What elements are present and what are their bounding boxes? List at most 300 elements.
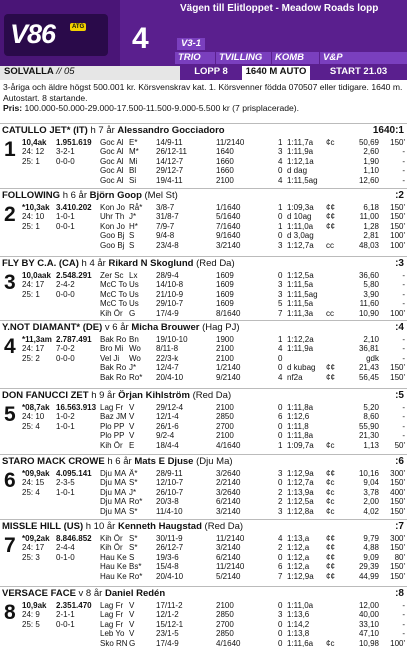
driver-name: Kenneth Haugstad <box>117 521 202 532</box>
start-date: 29/10-7 <box>156 299 184 309</box>
horse-stats <box>22 534 92 562</box>
start-distance: 3/2140 <box>216 506 241 516</box>
stat-label: 24: 10 <box>22 412 45 422</box>
horse-info: h 7 år <box>90 125 115 136</box>
start-date: 17/4-9 <box>156 308 179 318</box>
start-number: 1 <box>4 138 16 161</box>
horse-name: VERSACE FACE <box>2 588 76 599</box>
start-track: Hau Ke <box>100 552 127 562</box>
start-distance: 3/2640 <box>216 469 241 478</box>
start-place: 0 <box>278 552 283 562</box>
start-date: 7/9-7 <box>156 221 175 231</box>
start-distance: 6/2140 <box>216 552 241 562</box>
horse-header <box>2 125 225 136</box>
start-odds: 55,90 <box>358 421 379 431</box>
v86-logo <box>4 14 108 56</box>
start-date: 20/3-8 <box>156 497 179 507</box>
start-prize: 150' <box>390 138 405 147</box>
stat-row <box>22 271 92 280</box>
start-distance: 1609 <box>216 271 234 280</box>
stat-label: 25: 5 <box>22 619 40 629</box>
race-conditions <box>3 82 405 114</box>
start-odds: 21,30 <box>358 431 379 441</box>
start-date: 14/10-8 <box>156 280 184 290</box>
start-track: Dju MA <box>100 497 127 507</box>
start-time: d 10ag <box>287 212 312 222</box>
start-date: 12/4-7 <box>156 363 179 373</box>
start-shoes: ¢¢ <box>326 534 335 543</box>
start-track: Kon Jo <box>100 203 125 212</box>
stat-label: 25: 1 <box>22 289 40 299</box>
start-track: Hau Ke <box>100 562 127 572</box>
stat-row <box>22 610 92 619</box>
start-driver: V <box>129 601 135 610</box>
start-odds: 8,60 <box>363 412 379 422</box>
stat-value: 2.351.470 <box>56 601 92 610</box>
start-driver: Wo <box>129 353 141 363</box>
stat-value: 3-2-1 <box>56 147 75 157</box>
start-date: 28/9-11 <box>156 469 183 478</box>
start-prize: - <box>402 344 405 354</box>
trainer-code: (Red Da) <box>204 521 244 532</box>
logo-text: V86 <box>10 19 56 49</box>
horse-block <box>0 388 407 454</box>
horse-stats <box>22 203 92 231</box>
start-place: 4 <box>278 372 283 382</box>
start-odds: 5,20 <box>363 403 379 412</box>
stat-label: 25: 3 <box>22 552 40 562</box>
stat-value: 0-0-0 <box>56 289 75 299</box>
start-prize: 150' <box>390 372 405 382</box>
start-place: 0 <box>278 363 283 373</box>
start-time: d 3,0ag <box>287 231 314 241</box>
start-shoes: ¢c <box>326 478 335 488</box>
start-odds: 47,10 <box>358 629 379 639</box>
start-prize: - <box>402 289 405 299</box>
start-driver: Lx <box>129 271 138 280</box>
start-odds: 29,39 <box>358 562 379 572</box>
start-shoes: ¢¢ <box>326 203 335 212</box>
horse-stats <box>22 601 92 629</box>
start-distance: 2100 <box>216 353 234 363</box>
horse-name: STARO MACK CROWE <box>2 456 105 467</box>
start-place: 6 <box>278 412 283 422</box>
stat-row <box>22 534 92 543</box>
start-driver: Bn <box>129 335 139 344</box>
horse-block <box>0 519 407 586</box>
game-trio: TRIO <box>175 52 215 64</box>
start-shoes: ¢¢ <box>326 571 335 581</box>
start-odds: 1,10 <box>363 166 379 176</box>
start-place: 0 <box>278 619 283 629</box>
start-time: 1:11,0a <box>287 221 314 231</box>
start-prize: - <box>402 156 405 166</box>
start-date: 9/4-8 <box>156 231 175 241</box>
start-driver: M* <box>129 147 139 157</box>
start-date: 17/4-9 <box>156 638 179 648</box>
start-track: Bak Ro <box>100 363 127 373</box>
start-driver: J* <box>129 363 137 373</box>
start-driver: J* <box>129 487 137 497</box>
start-distance: 1660 <box>216 156 234 166</box>
atg-badge: ATG <box>72 24 85 30</box>
start-odds: 6,18 <box>363 203 379 212</box>
start-place: 7 <box>278 571 283 581</box>
start-place: 0 <box>278 403 283 412</box>
start-date: 26/12-7 <box>156 543 184 553</box>
stat-label: *08,7ak <box>22 403 50 412</box>
start-distance: 2100 <box>216 403 234 412</box>
start-prize: 300' <box>390 469 405 478</box>
start-number: 3 <box>4 271 16 294</box>
start-track: Goc Al <box>100 147 124 157</box>
start-track: Uhr Th <box>100 212 125 222</box>
start-odds: 56,45 <box>358 372 379 382</box>
start-distance: 2100 <box>216 601 234 610</box>
start-place: 4 <box>278 175 283 185</box>
start-time: 1:11,0a <box>287 601 314 610</box>
stat-value: 1-0-1 <box>56 212 75 222</box>
start-odds: 12,60 <box>358 175 379 185</box>
stat-value: 1-0-1 <box>56 421 75 431</box>
start-driver: Ro* <box>129 571 143 581</box>
start-distance: 2700 <box>216 619 234 629</box>
start-date: 23/1-5 <box>156 629 179 639</box>
start-track: Goc Al <box>100 156 124 166</box>
horse-name: MISSLE HILL (US) <box>2 521 84 532</box>
horse-block <box>0 320 407 388</box>
start-prize: 150' <box>390 363 405 373</box>
start-place: 3 <box>278 506 283 516</box>
stat-value: 0-0-0 <box>56 156 75 166</box>
start-shoes: ¢¢ <box>326 212 335 222</box>
stat-value: 0-0-1 <box>56 619 75 629</box>
stat-label: 24: 17 <box>22 280 45 290</box>
start-distance: 2850 <box>216 412 234 422</box>
start-time: 1:13,6 <box>287 610 310 620</box>
start-time: 1:12,a <box>287 543 310 553</box>
horse-header <box>2 322 240 333</box>
start-track: Kih Ör <box>100 308 123 318</box>
start-odds: 2,10 <box>363 335 379 344</box>
stat-value: 16.563.913 <box>56 403 97 412</box>
start-time: 1:12,9a <box>287 469 314 478</box>
start-track: Zer Sc <box>100 271 124 280</box>
prize-line <box>3 103 405 114</box>
start-prize: 100' <box>390 308 405 318</box>
start-track: Goo Bj <box>100 240 125 250</box>
start-odds: 2,60 <box>363 147 379 157</box>
start-place: 3 <box>278 147 283 157</box>
start-shoes: ¢c <box>326 487 335 497</box>
stat-row <box>22 290 92 299</box>
stat-value: 2-4-2 <box>56 280 75 290</box>
start-driver: Us <box>129 299 139 309</box>
horse-stats <box>22 138 92 166</box>
game-v31: V3-1 <box>177 38 205 50</box>
start-time: START 21.03 <box>310 66 407 80</box>
start-date: 15/12-1 <box>156 619 184 629</box>
start-distance: 1/2140 <box>216 363 241 373</box>
start-track: Lag Fr <box>100 619 124 629</box>
start-driver: S* <box>129 506 138 516</box>
start-time: 1:11,5ag <box>287 289 318 299</box>
race-number: 4 <box>132 22 149 55</box>
start-date: 9/2-4 <box>156 431 175 441</box>
start-distance: 2100 <box>216 431 234 441</box>
start-odds: 21,43 <box>358 363 379 373</box>
start-track: Dju MA <box>100 487 127 497</box>
start-shoes: ¢¢ <box>326 552 335 562</box>
start-odds: 36,81 <box>358 344 379 354</box>
horse-name: CATULLO JET* (IT) <box>2 125 88 136</box>
start-track: Lag Fr <box>100 601 124 610</box>
stat-value: 2.548.291 <box>56 271 92 280</box>
start-driver: V <box>129 610 135 620</box>
start-place: 3 <box>278 610 283 620</box>
start-distance: 2850 <box>216 629 234 639</box>
start-time: 1:14,2 <box>287 619 310 629</box>
horse-stats <box>22 335 92 363</box>
start-place: 0 <box>278 431 283 441</box>
start-shoes: ¢¢ <box>326 372 335 382</box>
start-odds: 4,88 <box>363 543 379 553</box>
stat-row <box>22 344 92 353</box>
start-distance: 11/2140 <box>216 534 245 543</box>
start-driver: Wo <box>129 344 141 354</box>
horse-odds-label: :4 <box>395 322 404 333</box>
stat-label: 10,4ak <box>22 138 47 147</box>
prize-text: 100.000-50.000-29.000-17.500-11.500-9.000-5.500 kr (7 prisplacerade). <box>24 103 300 113</box>
start-place: 2 <box>278 487 283 497</box>
start-track: Lag Fr <box>100 610 124 620</box>
start-date: 14/9-11 <box>156 138 183 147</box>
start-number: 5 <box>4 403 16 426</box>
stat-row <box>22 138 92 147</box>
start-place: 3 <box>278 240 283 250</box>
start-driver: V <box>129 412 135 422</box>
start-odds: 9,04 <box>363 478 379 488</box>
distance-label: 1640 M AUTO <box>242 66 310 80</box>
driver-name: Mats E Djuse <box>134 456 194 467</box>
start-distance: 11/2140 <box>216 562 245 572</box>
stat-row <box>22 601 92 610</box>
game-komb: KOMB <box>272 52 319 64</box>
start-track: Goc Al <box>100 175 124 185</box>
horse-block <box>0 123 407 188</box>
start-odds: 12,00 <box>358 601 379 610</box>
start-prize: - <box>402 601 405 610</box>
start-date: 12/1-4 <box>156 412 179 422</box>
start-track: Bak Ro <box>100 372 127 382</box>
stat-value: 1-0-1 <box>56 487 75 497</box>
start-distance: 2100 <box>216 344 234 354</box>
start-odds: 2,81 <box>363 231 379 241</box>
start-distance: 4/1640 <box>216 440 241 450</box>
stat-label: 24: 9 <box>22 610 40 620</box>
start-driver: S* <box>129 534 138 543</box>
stat-label: *09,2ak <box>22 534 50 543</box>
race-header <box>0 0 407 66</box>
start-driver: Us <box>129 280 139 290</box>
horse-info: h 9 år <box>91 390 116 401</box>
start-driver: S <box>129 552 135 562</box>
start-time: 1:11,9a <box>287 344 314 354</box>
start-shoes: ¢¢ <box>326 221 335 231</box>
start-shoes: ¢¢ <box>326 543 335 553</box>
stat-value: 0-0-0 <box>56 353 75 363</box>
start-date: 3/8-7 <box>156 203 175 212</box>
start-number: 6 <box>4 469 16 492</box>
horse-info: h 10 år <box>85 521 116 532</box>
start-odds: 3,90 <box>363 289 379 299</box>
start-track: McC To <box>100 299 127 309</box>
stat-label: 24: 17 <box>22 543 45 553</box>
start-distance: 2850 <box>216 610 234 620</box>
start-date: 31/8-7 <box>156 212 179 222</box>
stat-row <box>22 543 92 552</box>
stat-row <box>22 222 92 231</box>
start-distance: 11/2140 <box>216 138 245 147</box>
stat-value: 2.787.491 <box>56 335 92 344</box>
start-date: 26/12-11 <box>156 147 187 157</box>
start-odds: 1,28 <box>363 221 379 231</box>
horse-odds-label: 1640:1 <box>372 125 404 136</box>
start-prize: 150' <box>390 203 405 212</box>
stat-row <box>22 403 96 412</box>
start-driver: G <box>129 308 136 318</box>
start-place: 3 <box>278 289 283 299</box>
start-prize: - <box>402 147 405 157</box>
start-time: 1:12,7a <box>287 478 314 488</box>
horse-header <box>2 521 243 532</box>
start-prize: 150' <box>390 497 405 507</box>
start-place: 0 <box>278 601 283 610</box>
stat-value: 4.095.141 <box>56 469 92 478</box>
start-track: Plo PP <box>100 431 125 441</box>
start-distance: 3/2140 <box>216 543 241 553</box>
race-name: Vägen till Elitloppet - Meadow Roads lopp <box>180 3 379 14</box>
start-time: 1:12,5a <box>287 271 314 280</box>
stat-value: 7-0-2 <box>56 344 75 354</box>
start-track: Vel Ji <box>100 353 120 363</box>
start-place: 2 <box>278 543 283 553</box>
start-place: 0 <box>278 212 283 222</box>
start-driver: Bs* <box>129 562 142 572</box>
start-prize: 150' <box>390 571 405 581</box>
horse-block <box>0 454 407 519</box>
start-prize: 300' <box>390 534 405 543</box>
start-date: 18/4-4 <box>156 440 179 450</box>
start-track: Goc Al <box>100 138 124 147</box>
race-date: // 05 <box>56 66 75 77</box>
start-track: Bro Mi <box>100 344 124 354</box>
start-driver: V <box>129 619 135 629</box>
start-time: d dag <box>287 166 308 176</box>
start-place: 1 <box>278 335 283 344</box>
start-place: 6 <box>278 562 283 572</box>
race-info-bar <box>0 66 407 80</box>
start-place: 0 <box>278 638 283 648</box>
horse-odds-label: :8 <box>395 588 404 599</box>
start-date: 22/3-k <box>156 353 179 363</box>
start-track: Kon Jo <box>100 221 125 231</box>
start-shoes: ¢¢ <box>326 562 335 572</box>
start-date: 8/11-8 <box>156 344 179 354</box>
game-vp: V&P <box>320 52 407 64</box>
start-prize: 80' <box>394 552 405 562</box>
start-prize: - <box>402 299 405 309</box>
start-date: 30/11-9 <box>156 534 183 543</box>
start-distance: 8/1640 <box>216 308 241 318</box>
stat-label: 24: 10 <box>22 212 45 222</box>
start-driver: S <box>129 231 135 241</box>
start-time: 1:12,8a <box>287 506 314 516</box>
start-date: 29/12-4 <box>156 403 184 412</box>
start-odds: 1,13 <box>363 440 379 450</box>
start-track: McC To <box>100 280 127 290</box>
start-prize: - <box>402 629 405 639</box>
start-time: 1:12,9a <box>287 571 314 581</box>
start-distance: 9/2140 <box>216 372 241 382</box>
start-place: 0 <box>278 166 283 176</box>
start-prize: - <box>402 280 405 290</box>
start-track: Kih Ör <box>100 440 123 450</box>
stat-row <box>22 412 96 421</box>
start-prize: 150' <box>390 478 405 488</box>
start-time: 1:13,8 <box>287 629 310 639</box>
start-distance: 1609 <box>216 299 234 309</box>
start-number: 8 <box>4 601 16 624</box>
start-date: 14/12-7 <box>156 156 184 166</box>
start-date: 19/10-10 <box>156 335 188 344</box>
start-driver: V <box>129 421 135 431</box>
start-distance: 9/1640 <box>216 231 241 241</box>
start-number: 4 <box>4 335 16 358</box>
horse-stats <box>22 403 96 431</box>
start-time: 1:11,3a <box>287 308 314 318</box>
start-prize: 400' <box>390 487 405 497</box>
start-driver: E <box>129 440 135 450</box>
start-odds: 3,78 <box>363 487 379 497</box>
start-prize: - <box>402 403 405 412</box>
start-prize: - <box>402 271 405 280</box>
start-driver: S <box>129 240 135 250</box>
stat-value: 1.951.619 <box>56 138 92 147</box>
start-odds: 11,60 <box>359 299 379 309</box>
start-odds: 2,00 <box>363 497 379 507</box>
stat-value: 3.410.202 <box>56 203 92 212</box>
start-time: 1:11,8 <box>287 421 309 431</box>
stat-row <box>22 422 96 431</box>
start-place: 1 <box>278 138 283 147</box>
start-date: 19/3-6 <box>156 552 179 562</box>
start-prize: - <box>402 166 405 176</box>
horse-name: FLY BY C.A. (CA) <box>2 258 79 269</box>
stat-row <box>22 280 92 289</box>
start-odds: 11,00 <box>359 212 379 222</box>
start-date: 17/11-2 <box>156 601 183 610</box>
horse-stats <box>22 469 92 497</box>
stat-value: 0-1-0 <box>56 552 75 562</box>
start-shoes: ¢c <box>326 138 335 147</box>
horse-header <box>2 390 231 401</box>
start-time: 1:12,a <box>287 562 310 572</box>
stat-row <box>22 203 92 212</box>
start-driver: S* <box>129 543 138 553</box>
start-place: 0 <box>278 629 283 639</box>
start-shoes: cc <box>326 240 334 250</box>
